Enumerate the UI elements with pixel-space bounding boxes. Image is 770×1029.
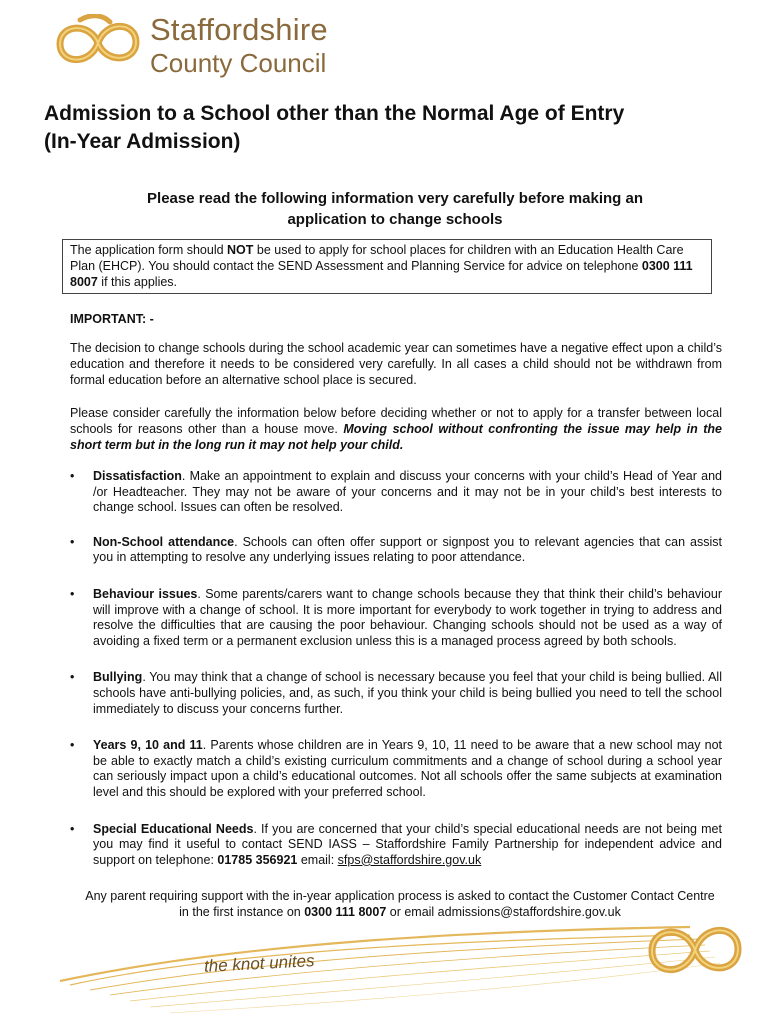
- ehcp-notice-box: [62, 239, 712, 294]
- logo-line2: County Council: [150, 48, 327, 78]
- bullet-heading: Dissatisfaction: [93, 469, 182, 483]
- bullet-icon: •: [70, 534, 75, 549]
- closing-text-2: or email admissions@staffordshire.gov.uk: [386, 905, 621, 919]
- bullet-text: . Parents whose children are in Years 9, 10, 11 need to be aware that a new school may not be able to exactly match a child’s existing curriculum commitments and a change of school during a school year can seriously impact upon a child’s educational outcomes. Not all schools offer the same subjects at examination level and this should be explored with your preferred school.: [93, 738, 722, 799]
- list-item: [70, 535, 722, 566]
- reasons-list: [70, 469, 722, 868]
- subtitle-line1: Please read the following information very carefully before making an: [147, 190, 643, 207]
- bullet-text: . If you are concerned that your child’s special educational needs are not being met you may find it useful to contact SEND IASS – Staffordshire Family Partnership for independent advice and support on telephone:: [93, 821, 722, 867]
- council-logo: [50, 8, 350, 78]
- logo-line1: Staffordshire: [150, 12, 328, 47]
- bullet-icon: •: [70, 670, 75, 685]
- bullet-text: . Some parents/carers want to change schools because they that think their child’s behaviour will improve with a change of school. It is more important for everybody to work together in trying to address and resolve the difficulties that are causing the poor behaviour. Changing schools should not be used as a way of avoiding a fixed term or a permanent exclusion unless this is a managed process agreed by both schools.: [93, 586, 722, 648]
- bullet-heading: Special Educational Needs: [93, 821, 254, 836]
- bullet-heading: Behaviour issues: [93, 586, 198, 601]
- page-title-line1: Admission to a School other than the Normal Age of Entry: [44, 102, 625, 125]
- sfps-phone: 01785 356921: [217, 852, 298, 867]
- bullet-text: . Schools can often offer support or signpost you to relevant agencies that can assist you in attempting to resolve any underlying issues relating to poor attendance.: [93, 534, 722, 565]
- paragraph-consider-text: Please consider carefully the information below before deciding whether or not to apply for a transfer between local schools for reasons other than a house move.: [70, 406, 722, 436]
- bullet-text: . Make an appointment to explain and discuss your concerns with your child’s Head of Year and /or Headteacher. They may not be aware of your concerns and it may not be in your child’s best interests to change school. Issues can often be resolved.: [93, 469, 722, 515]
- paragraph-consider-emphasis: Moving school without confronting the issue may help in the short term but in the long run it may not help your child.: [70, 422, 723, 452]
- paragraph-decision: The decision to change schools during the school academic year can sometimes have a negative effect upon a child’s education and therefore it needs to be considered very carefully. In all cases a child should not be withdrawn from formal education before an alternative school place is secured.: [70, 341, 722, 387]
- footer-tagline: the knot unites: [203, 951, 315, 976]
- important-label: IMPORTANT: -: [70, 312, 154, 326]
- bullet-icon: •: [70, 738, 75, 753]
- notice-text-3: if this applies.: [97, 275, 178, 289]
- notice-not: NOT: [227, 243, 254, 257]
- footer-knot-icon: [640, 915, 750, 985]
- notice-text-2: be used to apply for school places for children with an Education Health Care Plan (EHCP). You should contact the SEND Assessment and Planning Service for advice on telephone: [70, 243, 684, 273]
- page-title-line2: (In-Year Admission): [44, 130, 241, 153]
- bullet-icon: •: [70, 586, 75, 601]
- notice-text-1: The application form should: [70, 243, 228, 257]
- list-item: [70, 587, 722, 649]
- list-item: [70, 822, 722, 869]
- bullet-heading: Bullying: [93, 670, 143, 685]
- bullet-icon: •: [70, 469, 75, 483]
- sfps-email-link[interactable]: sfps@staffordshire.gov.uk: [337, 852, 482, 867]
- footer-banner: [0, 915, 770, 1024]
- paragraph-consider: [70, 405, 722, 453]
- closing-text-1: Any parent requiring support with the in-year application process is asked to contact the Customer Contact Centre in the first instance on: [85, 889, 715, 919]
- email-label: email:: [297, 852, 338, 867]
- list-item: [70, 670, 722, 717]
- closing-phone: 0300 111 8007: [304, 905, 387, 919]
- notice-phone: 0300 111 8007: [70, 259, 693, 289]
- bullet-icon: •: [70, 821, 75, 836]
- bullet-heading: Years 9, 10 and 11: [93, 738, 203, 753]
- staffordshire-knot-icon: [50, 14, 146, 72]
- page-subtitle: [70, 188, 720, 230]
- bullet-text: . You may think that a change of school is necessary because you feel that your child is being bullied. All schools have anti-bullying policies, and, as such, if you think your child is being bullied you need to tell the school immediately to discuss your concerns further.: [93, 670, 722, 716]
- bullet-heading: Non-School attendance: [93, 534, 235, 549]
- list-item: [70, 738, 722, 800]
- subtitle-line2: application to change schools: [287, 211, 503, 228]
- list-item: [70, 469, 722, 516]
- page-title: [44, 100, 734, 156]
